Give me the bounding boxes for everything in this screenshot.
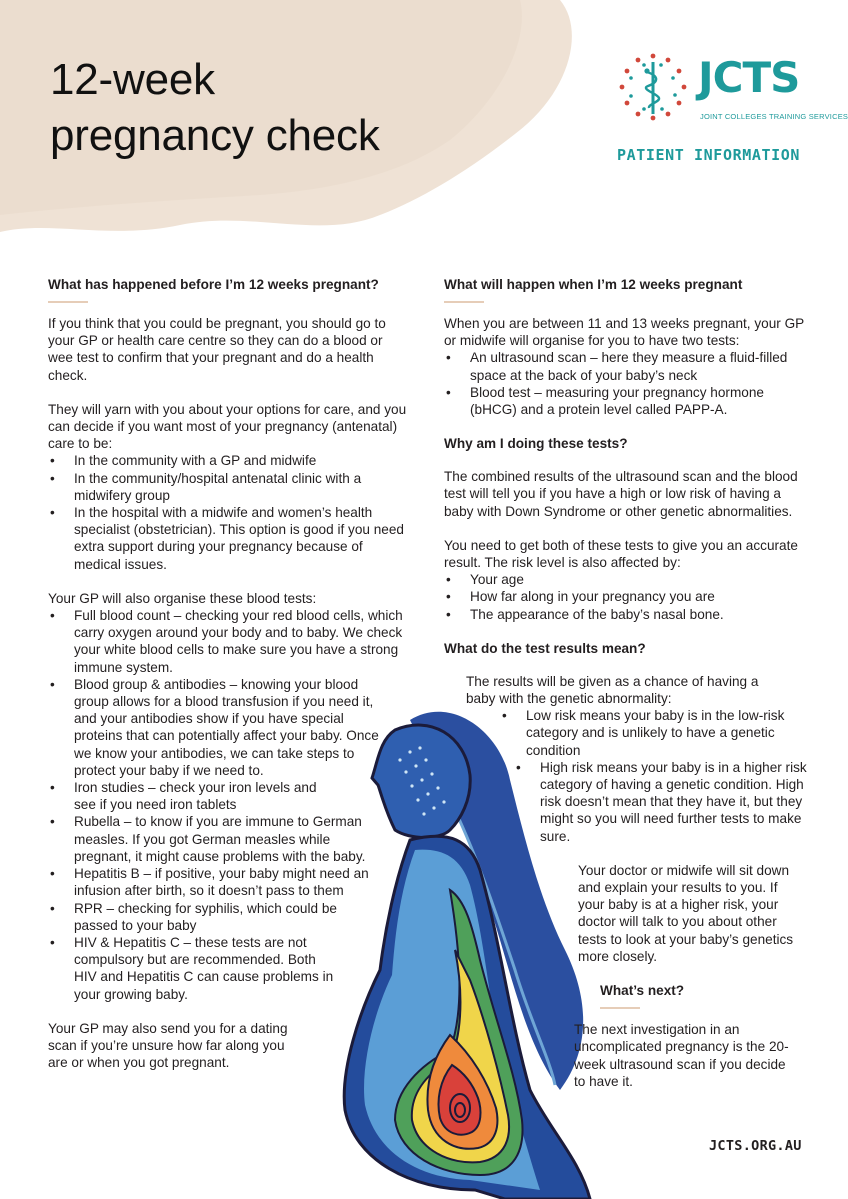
page-title bbox=[50, 52, 380, 164]
list-item: • The appearance of the baby’s nasal bone. bbox=[444, 606, 804, 623]
list-item: • Hepatitis B – if positive, your baby might need an infusion after birth, so it doesn’t pass to them bbox=[48, 865, 374, 899]
combined-results-paragraph: The combined results of the ultrasound scan and the blood test will tell you if you have a high or low risk of having a baby with Down Syndrome or other genetic abnormalities. bbox=[444, 469, 798, 519]
list-item: • In the community with a GP and midwife bbox=[48, 452, 408, 469]
list-item: • An ultrasound scan – here they measure a fluid-filled space at the back of your baby’s neck bbox=[444, 349, 804, 383]
heading-test-results: What do the test results mean? bbox=[444, 640, 646, 656]
website-url[interactable]: JCTS.ORG.AU bbox=[709, 1138, 802, 1154]
dating-scan-paragraph: Your GP may also send you for a dating scan if you’re unsure how far along you are or when you got pregnant. bbox=[48, 1020, 288, 1071]
list-item: • In the community/hospital antenatal clinic with a midwifery group bbox=[48, 470, 408, 504]
list-item: • How far along in your pregnancy you are bbox=[444, 588, 804, 605]
list-item: • Low risk means your baby is in the low-risk category and is unlikely to have a genetic condition bbox=[500, 707, 816, 759]
doctor-explain-paragraph: Your doctor or midwife will sit down and explain your results to you. If your baby is at a higher risk, your doctor will talk to you about other tests to look at your baby’s genetics more closely. bbox=[578, 862, 794, 964]
list-item: • High risk means your baby is in a higher risk category of having a genetic condition. High risk doesn’t mean that they have it, but they might so you will need further tests to make sure. bbox=[514, 759, 818, 845]
care-options-intro: They will yarn with you about your options for care, and you can decide if you want most of your pregnancy (antenatal) care to be: bbox=[48, 401, 407, 452]
list-item: • Blood group & antibodies – knowing your blood group allows for a blood transfusion if you need it, and your antibodies show if you have special proteins that can potentially affect your baby. Once we know your antibodies, we can take steps to protect your baby if we need to. bbox=[48, 676, 379, 779]
results-intro: The results will be given as a chance of having a baby with the genetic abnormality: bbox=[466, 673, 759, 707]
title-line-1: 12-week bbox=[50, 55, 215, 104]
heading-before-12-weeks: What has happened before I’m 12 weeks pregnant? bbox=[48, 277, 379, 292]
next-investigation-paragraph: The next investigation in an uncomplicated pregnancy is the 20-week ultrasound scan if you decide to have it. bbox=[574, 1022, 789, 1089]
right-column bbox=[444, 276, 807, 1107]
blood-tests-intro: Your GP will also organise these blood tests: bbox=[48, 590, 317, 606]
brand-subtitle: JOINT COLLEGES TRAINING SERVICES bbox=[700, 112, 848, 121]
list-item: • RPR – checking for syphilis, which could be passed to your baby bbox=[48, 900, 374, 934]
heading-underline bbox=[48, 301, 88, 303]
heading-underline bbox=[600, 1007, 640, 1009]
list-item: • Blood test – measuring your pregnancy hormone (bHCG) and a protein level called PAPP-A. bbox=[444, 384, 804, 418]
patient-information-label: PATIENT INFORMATION bbox=[617, 146, 800, 164]
heading-at-12-weeks: What will happen when I’m 12 weeks pregnant bbox=[444, 277, 743, 292]
results-list bbox=[444, 707, 807, 845]
risk-factors-intro: You need to get both of these tests to give you an accurate result. The risk level is also affected by: bbox=[444, 537, 798, 571]
title-line-2: pregnancy check bbox=[50, 111, 380, 160]
before-intro-paragraph: If you think that you could be pregnant, you should go to your GP or health care centre so they can do a blood or wee test to confirm that your pregnant and do a health check. bbox=[48, 316, 386, 383]
list-item: • Full blood count – checking your red blood cells, which carry oxygen around your body and to baby. We check your white blood cells to make sure you have a strong immune system. bbox=[48, 607, 408, 676]
heading-whats-next: What’s next? bbox=[600, 983, 685, 999]
rod-of-asclepius-icon bbox=[618, 52, 688, 122]
two-tests-intro: When you are between 11 and 13 weeks pregnant, your GP or midwife will organise for you to have two tests: bbox=[444, 316, 804, 349]
brand-name: JCTS bbox=[698, 53, 800, 102]
left-column bbox=[48, 276, 408, 1088]
risk-factors-list bbox=[444, 571, 804, 623]
list-item: • Iron studies – check your iron levels and see if you need iron tablets bbox=[48, 779, 334, 813]
list-item: • HIV & Hepatitis C – these tests are not compulsory but are recommended. Both HIV and Hepatitis C can cause problems in your growing baby. bbox=[48, 934, 339, 1003]
list-item: • In the hospital with a midwife and women’s health specialist (obstetrician). This option is good if you need extra support during your pregnancy because of medical issues. bbox=[48, 504, 408, 573]
list-item: • Rubella – to know if you are immune to German measles. If you got German measles while pregnant, it might cause problems with the baby. bbox=[48, 813, 369, 865]
list-item: • Your age bbox=[444, 571, 804, 588]
tests-list bbox=[444, 349, 804, 418]
blood-tests-list bbox=[48, 607, 408, 1003]
heading-underline bbox=[444, 301, 484, 303]
care-options-list bbox=[48, 452, 408, 572]
heading-why-tests: Why am I doing these tests? bbox=[444, 436, 628, 452]
